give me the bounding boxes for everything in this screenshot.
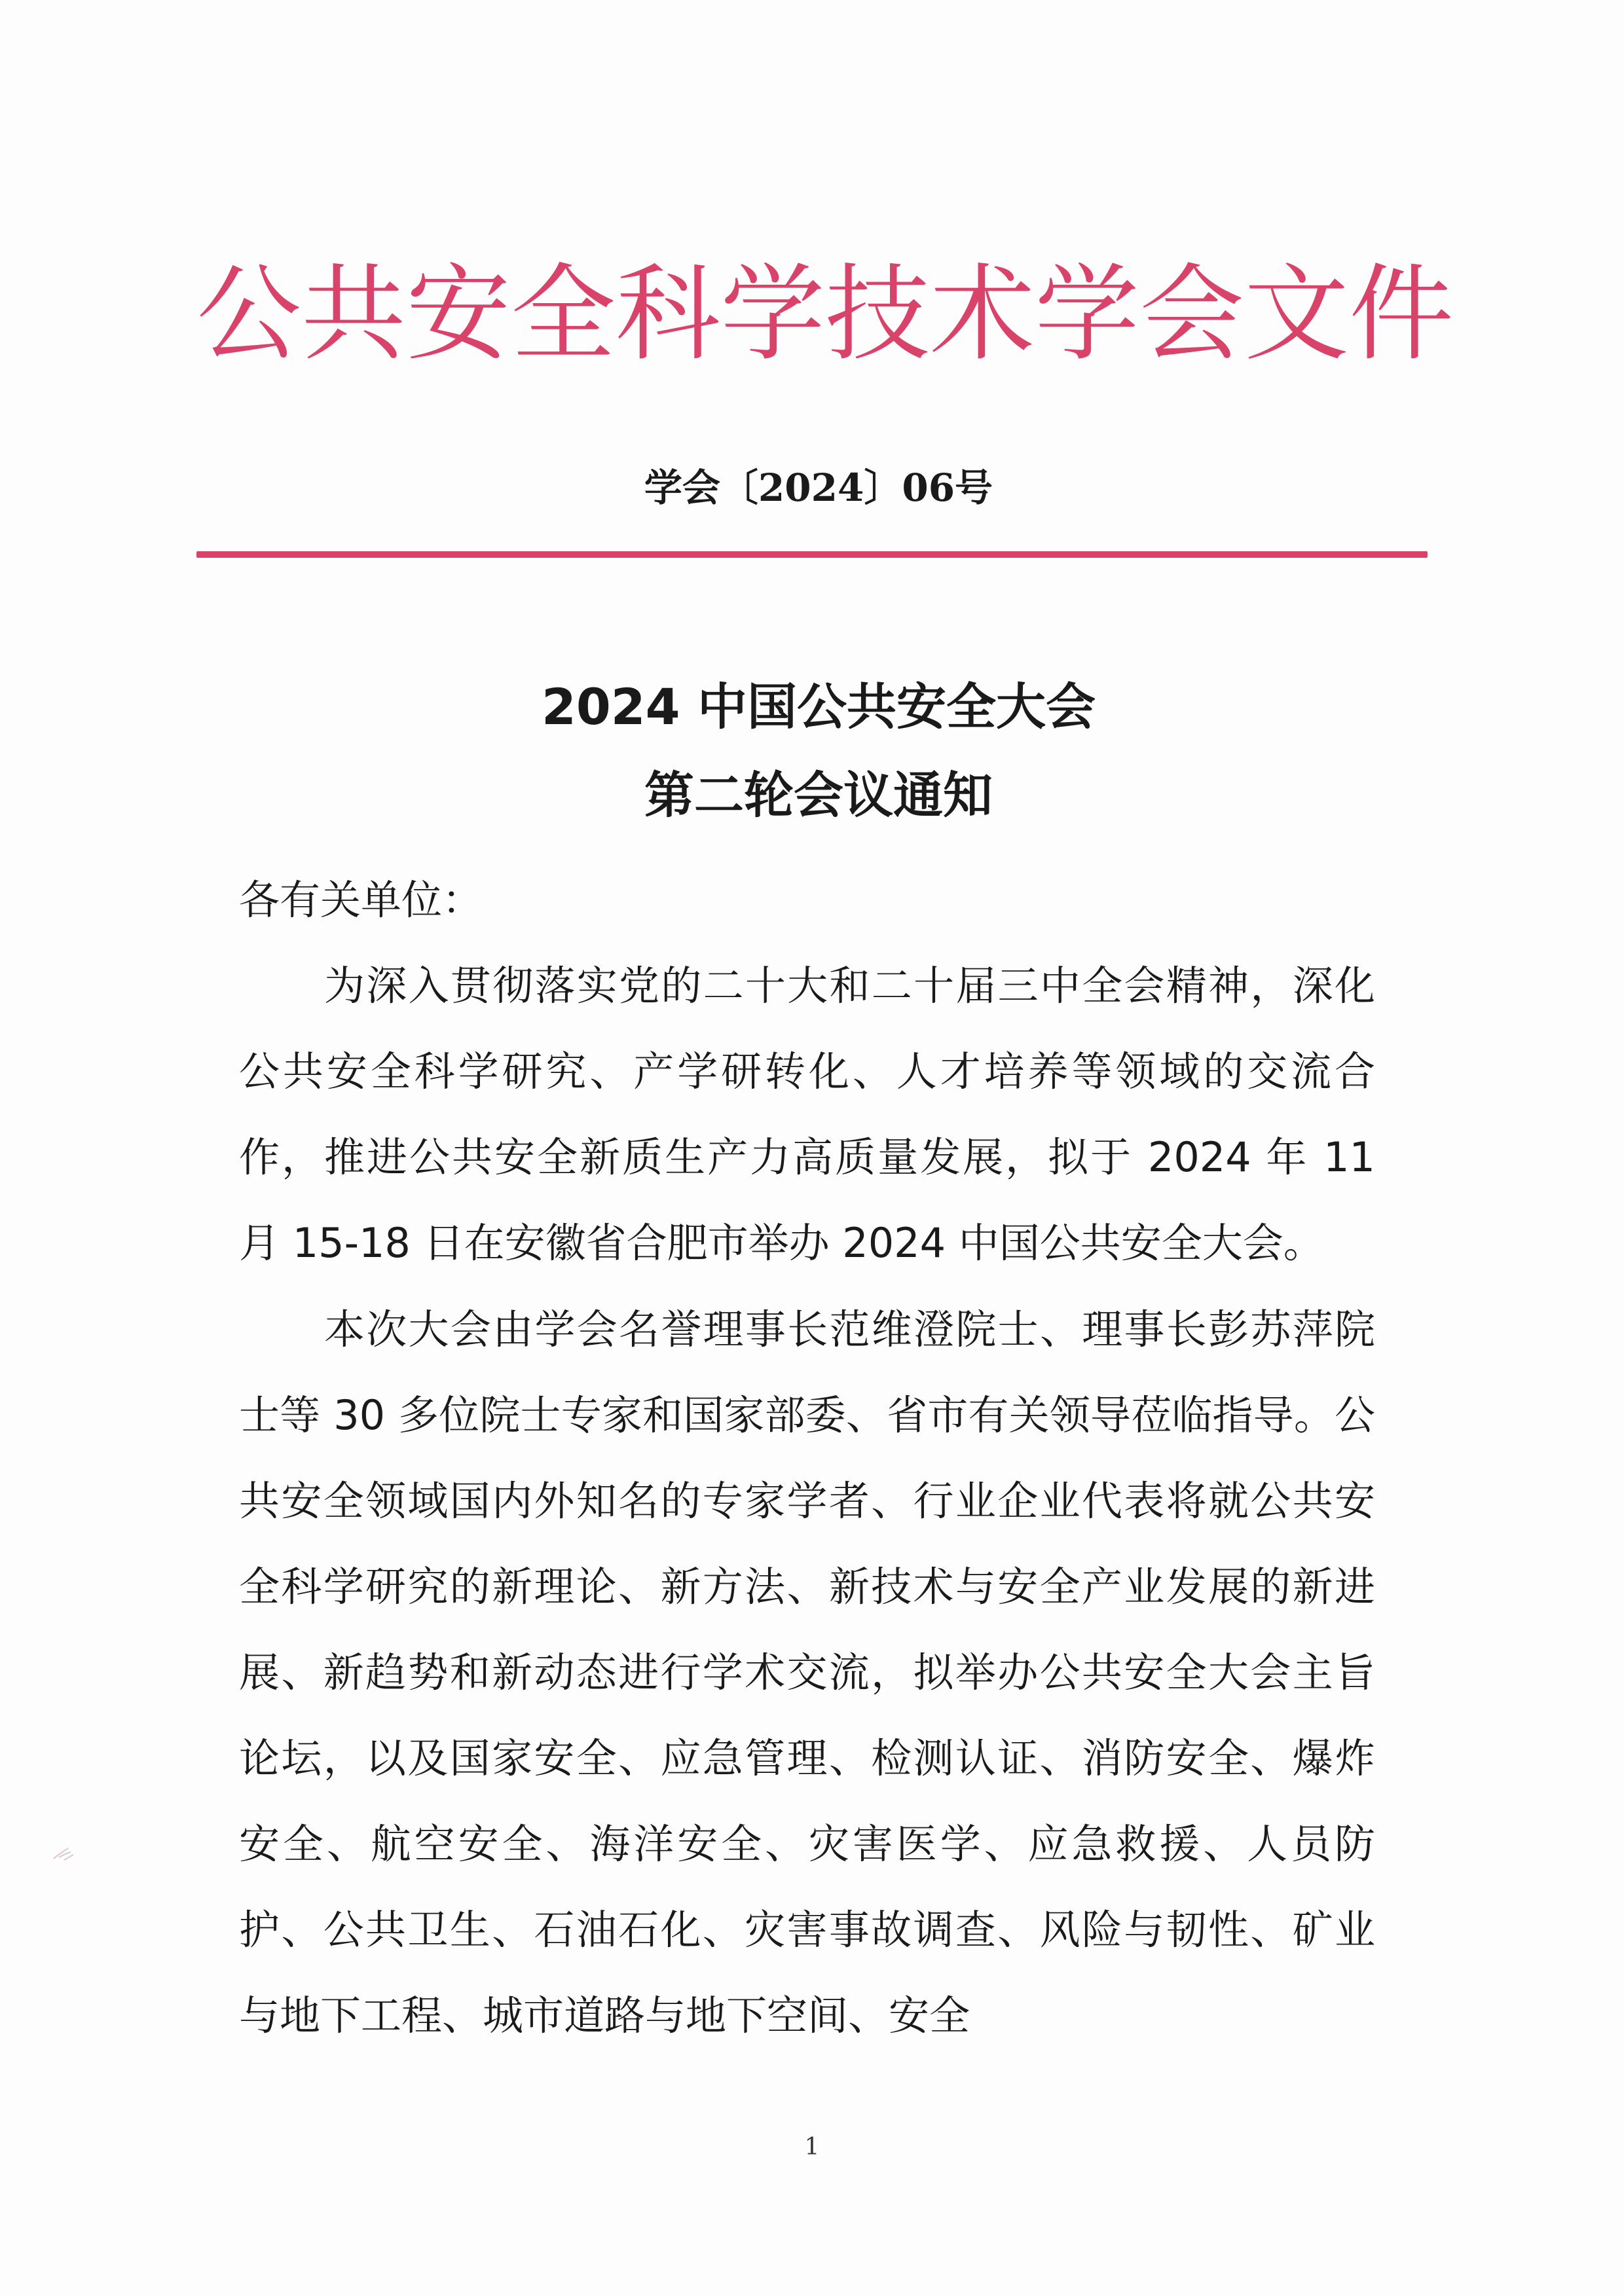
body-paragraph-2: 本次大会由学会名誉理事长范维澄院士、理事长彭苏萍院士等 30 多位院士专家和国家部委、省市有关领导莅临指导。公共安全领域国内外知名的专家学者、行业企业代表将就公共安全科学研究的新理论、新方法、新技术与安全产业发展的新进展、新趋势和新动态进行学术交流，拟举办公共安全大会主旨论坛，以及国家安全、应急管理、检测认证、消防安全、爆炸安全、航空安全、海洋安全、灾害医学、应急救援、人员防护、公共卫生、石油石化、灾害事故调查、风险与韧性、矿业与地下工程、城市道路与地下空间、安全 — [239, 1305, 1375, 2039]
notice-title-line-1: 2024 中国公共安全大会 — [542, 678, 1096, 736]
document-number: 学会〔2024〕06号 — [644, 465, 993, 510]
notice-title-line-2: 第二轮会议通知 — [644, 766, 993, 824]
page-number: 1 — [804, 2134, 820, 2160]
salutation: 各有关单位： — [239, 876, 483, 924]
issuing-organization-header: 公共安全科学技术学会文件 — [196, 253, 1454, 375]
body-paragraph-1: 为深入贯彻落实党的二十大和二十届三中全会精神，深化公共安全科学研究、产学研转化、人才培养等领域的交流合作，推进公共安全新质生产力高质量发展，拟于 2024 年 11 月 15-18 日在安徽省合肥市举办 2024 中国公共安全大会。 — [239, 962, 1375, 1267]
red-divider-line — [196, 551, 1428, 558]
scan-artifact-mark — [51, 1843, 77, 1863]
